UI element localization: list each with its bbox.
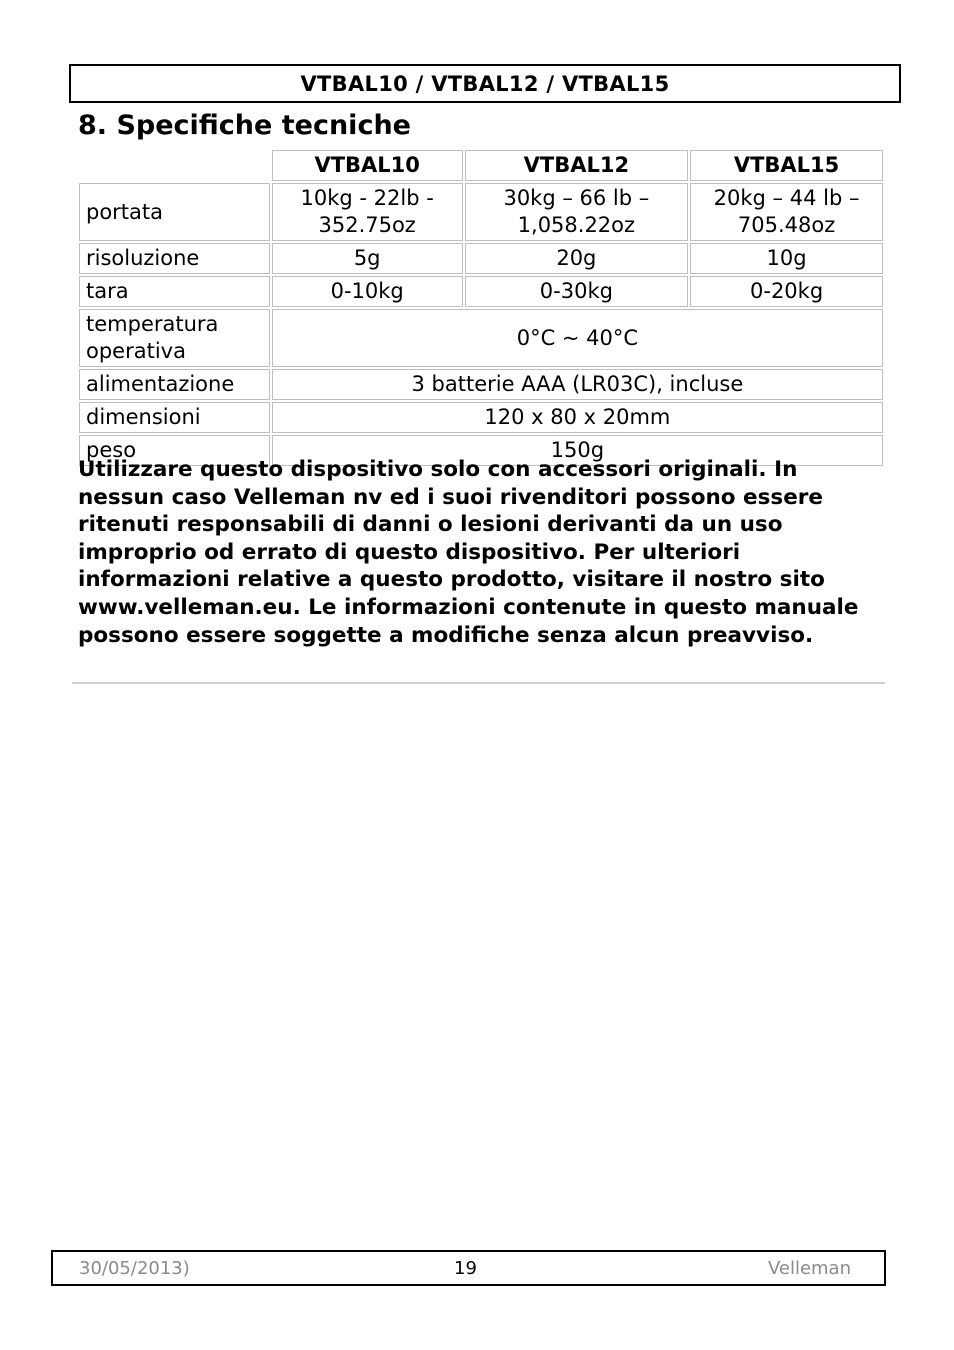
page-number: 19 [454, 1258, 477, 1279]
column-header: VTBAL12 [465, 150, 689, 181]
row-label: temperatura operativa [79, 309, 270, 367]
table-cell: 10g [690, 243, 883, 274]
header-title: VTBAL10 / VTBAL12 / VTBAL15 [300, 71, 670, 96]
column-header: VTBAL10 [272, 150, 463, 181]
table-row [79, 309, 883, 367]
row-label: alimentazione [79, 369, 270, 400]
table-cell: 5g [272, 243, 463, 274]
table-cell: 0-30kg [465, 276, 689, 307]
table-cell: 120 x 80 x 20mm [272, 402, 883, 433]
row-label: dimensioni [79, 402, 270, 433]
table-cell: 10kg - 22lb - 352.75oz [272, 183, 463, 241]
row-label: tara [79, 276, 270, 307]
table-cell: 0-10kg [272, 276, 463, 307]
spec-table [77, 148, 885, 468]
table-row [79, 183, 883, 241]
divider [72, 682, 885, 684]
row-label: risoluzione [79, 243, 270, 274]
table-cell: 150g [272, 435, 883, 466]
table-cell: 0°C ~ 40°C [272, 309, 883, 367]
row-label: portata [79, 183, 270, 241]
header-blank-cell [79, 150, 270, 181]
footer-brand: Velleman [767, 1258, 851, 1279]
table-header-row [79, 150, 883, 181]
table-cell: 30kg – 66 lb – 1,058.22oz [465, 183, 689, 241]
footer-date: 30/05/2013) [79, 1258, 190, 1279]
section-title: 8. Specifiche tecniche [78, 110, 411, 141]
table-cell: 20kg – 44 lb – 705.48oz [690, 183, 883, 241]
table-cell: 0-20kg [690, 276, 883, 307]
disclaimer-paragraph: Utilizzare questo dispositivo solo con accessori originali. In nessun caso Velleman nv ed i suoi rivenditori possono essere ritenuti responsabili di danni o lesioni derivanti da un uso improprio od errato di questo dispositivo. Per ulteriori informazioni relative a questo prodotto, visitare il nostro sito www.velleman.eu. Le informazioni contenute in questo manuale possono essere soggette a modifiche senza alcun preavviso. [78, 457, 859, 648]
table-row [79, 369, 883, 400]
table-row [79, 276, 883, 307]
column-header: VTBAL15 [690, 150, 883, 181]
table-cell: 20g [465, 243, 689, 274]
table-cell: 3 batterie AAA (LR03C), incluse [272, 369, 883, 400]
document-header [69, 64, 901, 103]
page-footer [51, 1250, 886, 1286]
table-row [79, 243, 883, 274]
row-label: peso [79, 435, 270, 466]
table-row [79, 402, 883, 433]
